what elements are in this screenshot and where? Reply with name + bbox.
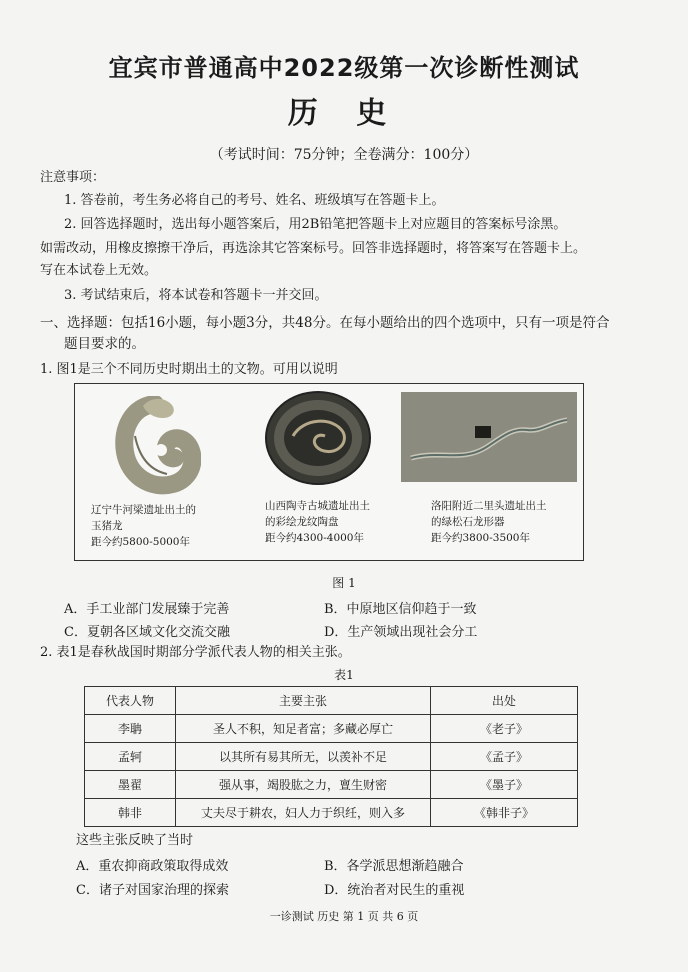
q2-option-a: A．重农抑商政策取得成效	[76, 859, 229, 874]
table-row	[85, 771, 578, 799]
artifact-3-caption: 洛阳附近二里头遗址出土 的绿松石龙形器 距今约3800-3500年	[431, 500, 547, 544]
jade-pig-dragon-image	[115, 396, 201, 496]
table-cell: 《老子》	[431, 715, 578, 743]
q1-option-d: D．生产领域出现社会分工	[324, 625, 478, 640]
notice-item-3: 3. 考试结束后，将本试卷和答题卡一并交回。	[64, 288, 328, 303]
q1-option-b: B．中原地区信仰趋于一致	[324, 602, 477, 617]
schools-table	[84, 686, 578, 827]
table-header: 代表人物	[85, 687, 176, 715]
table-cell: 李聃	[85, 715, 176, 743]
exam-title: 宜宾市普通高中2022级第一次诊断性测试	[108, 54, 580, 82]
table-row	[85, 799, 578, 827]
table-cell: 《墨子》	[431, 771, 578, 799]
table-cell: 韩非	[85, 799, 176, 827]
table-cell: 强从事，竭股肱之力，亶生财密	[176, 771, 431, 799]
page-footer: 一诊测试 历史 第 1 页 共 6 页	[269, 910, 419, 923]
table-cell: 圣人不积，知足者富；多藏必厚亡	[176, 715, 431, 743]
turquoise-dragon-image	[401, 392, 577, 482]
table-cell: 以其所有易其所无，以羡补不足	[176, 743, 431, 771]
table-header: 主要主张	[176, 687, 431, 715]
subject-title: 历 史	[287, 96, 401, 131]
question-1-stem: 1. 图1是三个不同历史时期出土的文物。可用以说明	[40, 362, 338, 377]
table-cell: 孟轲	[85, 743, 176, 771]
exam-info: （考试时间：75分钟；全卷满分：100分）	[209, 147, 479, 163]
q2-option-d: D．统治者对民生的重视	[324, 883, 465, 898]
table-cell: 丈夫尽于耕农，妇人力于织纴，则入多	[176, 799, 431, 827]
question-2-followup: 这些主张反映了当时	[76, 833, 194, 848]
notice-item-1: 1. 答卷前，考生务必将自己的考号、姓名、班级填写在答题卡上。	[64, 193, 445, 208]
section-heading: 一、选择题：包括16小题，每小题3分，共48分。在每小题给出的四个选项中，只有一项是符合	[40, 315, 610, 331]
artifact-1-caption: 辽宁牛河梁遗址出土的 玉猪龙 距今约5800-5000年	[91, 504, 196, 548]
question-2-stem: 2. 表1是春秋战国时期部分学派代表人物的相关主张。	[40, 645, 351, 660]
table-cell: 《韩非子》	[431, 799, 578, 827]
painted-dragon-plate-image	[263, 388, 373, 488]
artifact-2-caption: 山西陶寺古城遗址出土 的彩绘龙纹陶盘 距今约4300-4000年	[265, 500, 370, 544]
q2-option-c: C．诸子对国家治理的探索	[76, 883, 229, 898]
figure-1	[74, 383, 584, 561]
notice-title: 注意事项：	[40, 170, 106, 185]
table-row	[85, 743, 578, 771]
notice-item-2: 2. 回答选择题时，选出每小题答案后，用2B铅笔把答题卡上对应题目的答案标号涂黑。	[64, 217, 567, 232]
table-cell: 墨翟	[85, 771, 176, 799]
section-heading-cont: 题目要求的。	[64, 336, 145, 352]
notice-item-2-cont: 如需改动，用橡皮擦擦干净后，再选涂其它答案标号。回答非选择题时，将答案写在答题卡上。	[40, 241, 587, 256]
table-header: 出处	[431, 687, 578, 715]
figure-label: 图 1	[332, 576, 356, 590]
table-title: 表1	[334, 668, 354, 682]
notice-item-2-cont2: 写在本试卷上无效。	[40, 263, 158, 278]
table-row	[85, 715, 578, 743]
q1-option-c: C．夏朝各区域文化交流交融	[64, 625, 230, 640]
q2-option-b: B．各学派思想渐趋融合	[324, 859, 464, 874]
q1-option-a: A．手工业部门发展臻于完善	[64, 602, 230, 617]
table-header-row	[85, 687, 578, 715]
table-cell: 《孟子》	[431, 743, 578, 771]
